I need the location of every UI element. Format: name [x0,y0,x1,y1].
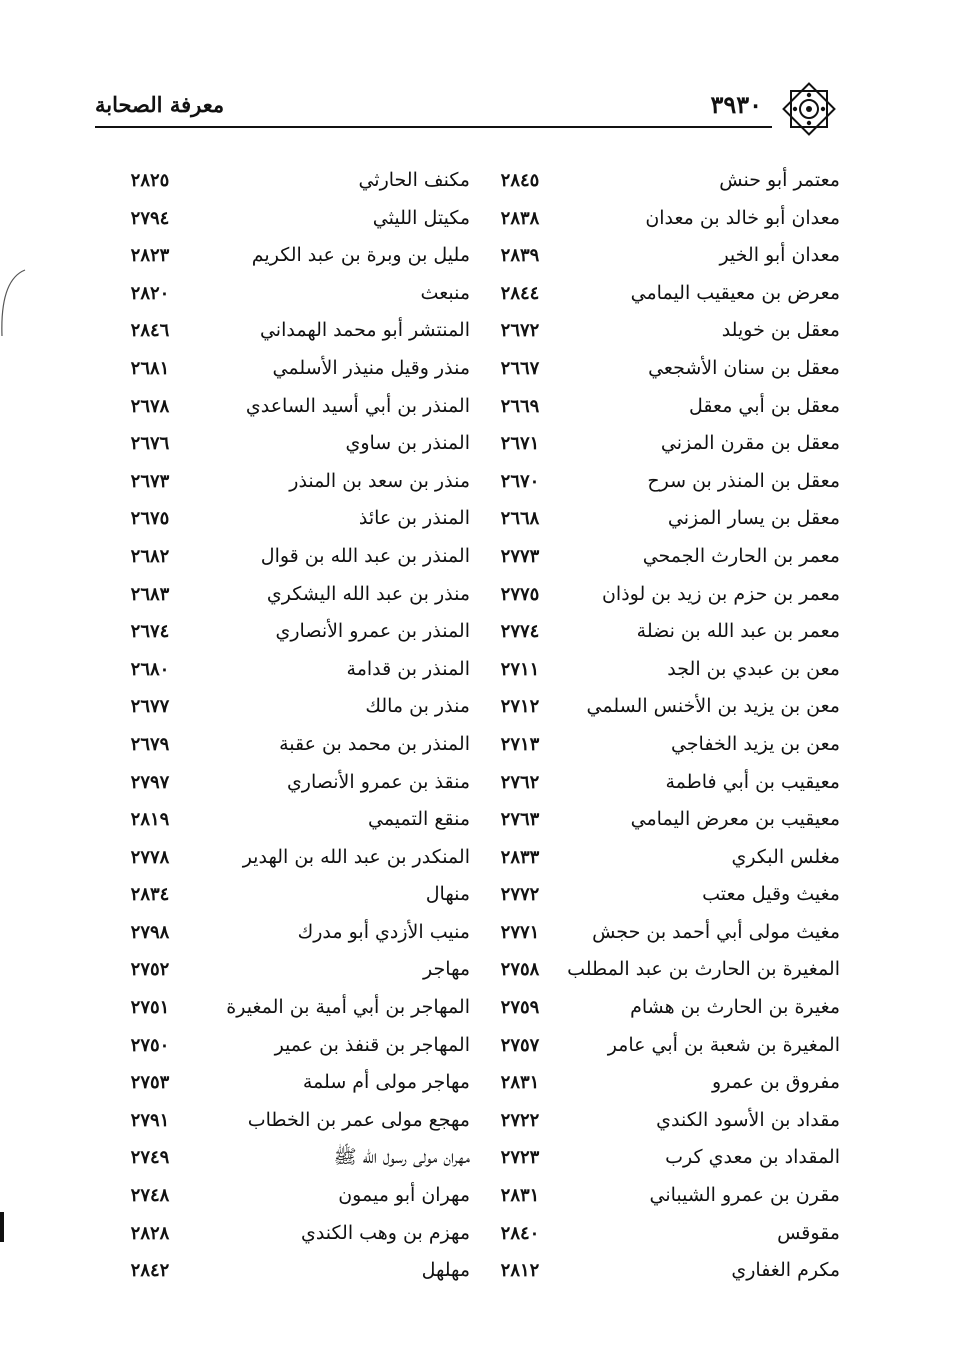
entry-name: منذر بن سعد بن المنذر [289,469,470,492]
entry-name: مهزم بن وهب الكندي [300,1221,470,1244]
margin-arc-mark [0,268,30,338]
margin-edge-mark [0,1212,4,1242]
entry-name: مكنف الحارثي [358,169,470,191]
index-row [95,1215,840,1253]
entry-number: ٢٨٢٥ [130,170,170,191]
index-row [95,1102,840,1140]
entry-name: معن بن يزيد الخفاجي [670,732,840,755]
entry-name: مكرم الغفاري [731,1259,840,1282]
index-row [95,200,840,238]
entry-name: معقل بن أبي معقل [689,394,840,417]
entry-name: مهاجر مولى أم سلمة [302,1071,470,1094]
index-row [95,388,840,426]
index-row [95,162,840,200]
index-row [95,1252,840,1290]
index-row [95,463,840,501]
entry-name: معدان أبو خالد بن معدان [645,206,840,229]
entry-name: معمر بن عبد الله بن نضلة [636,620,840,643]
entry-number: ٢٧٩٨ [130,921,170,943]
index-row [95,839,840,877]
index-row [95,275,840,313]
entry-number: ٢٦٧٧ [130,696,170,718]
entry-name: معقل بن سنان الأشجعي [648,356,840,379]
entry-name: مهران مولى رسول الله ﷺ [333,1146,470,1169]
entry-number: ٢٧٧٢ [500,884,540,906]
entry-name: معيقيب بن معرض اليمامي [630,808,840,831]
index-row [95,688,840,726]
entry-name: مقوقس [777,1221,840,1244]
entry-number: ٢٧٥٩ [500,997,540,1019]
index-row [95,425,840,463]
entry-name: المهاجر بن قنفذ بن عمير [274,1033,470,1056]
entry-number: ٢٦٧١ [500,433,540,455]
book-title: معرفة الصحابة [95,92,225,117]
index-row [95,764,840,802]
index-row [95,726,840,764]
index-row [95,1177,840,1215]
index-row [95,651,840,689]
entry-number: ٢٧٤٩ [130,1147,170,1169]
entry-number: ٢٦٨٠ [130,658,170,680]
entry-name: منذر بن عبد الله اليشكري [266,582,470,605]
entry-name: معمر بن الحارث الجمحي [642,544,840,567]
entry-number: ٢٧٦٢ [500,771,540,793]
entry-number: ٢٧٧٥ [500,583,540,605]
entry-name: منبعث [420,281,470,304]
entry-name: معمر بن حزم بن زيد بن لوذان [601,582,840,605]
entry-name: المقداد بن معدي كرب [665,1146,840,1169]
entry-name: مهران أبو ميمون [338,1184,470,1207]
entry-name: المغيرة بن شعبة بن أبي عامر [607,1033,840,1056]
entry-number: ٢٨١٢ [500,1260,540,1282]
entry-name: المنذر بن عمرو الأنصاري [275,620,470,643]
entry-number: ٢٨٣٨ [500,207,540,229]
entry-number: ٢٧٩٤ [130,207,170,229]
entry-number: ٢٧٦٣ [500,809,540,831]
entry-number: ٢٨٣٣ [500,846,540,868]
entry-number: ٢٦٦٧ [500,357,540,379]
entry-name: منذر بن مالك [365,695,470,718]
entry-number: ٢٦٧٢ [500,320,540,342]
entry-name: منيب الأزدي أبو مدرك [297,920,470,943]
entry-number: ٢٨٢٠ [130,282,170,304]
index-row [95,538,840,576]
entry-name: مغيث مولى أبي أحمد بن حجش [592,920,840,943]
entry-name: مغيرة بن الحارث بن هشام [630,996,840,1019]
entry-number: ٢٧١٣ [500,733,540,755]
entry-number: ٢٨٤٦ [130,320,170,342]
entry-name: مهجع مولى عمر بن الخطاب [247,1108,470,1131]
entry-name: مهلهل [421,1259,470,1282]
entry-number: ٢٦٧٤ [130,621,170,643]
entry-name: معيقيب بن أبي فاطمة [665,770,840,793]
entry-name: مكيتل الليثي [372,206,470,229]
entry-number: ٢٧١٢ [500,696,540,718]
index-row [95,914,840,952]
entry-number: ٢٧٢٢ [500,1109,540,1131]
entry-number: ٢٨٤٤ [500,282,540,304]
entry-name: المنذر بن محمد بن عقبة [279,732,470,755]
entry-name: المغيرة بن الحارث بن عبد المطلب [567,958,840,981]
entry-number: ٢٦٨٣ [130,583,170,605]
entry-name: المنذر بن عائذ [358,507,470,530]
entry-number: ٢٨٣١ [500,1072,540,1094]
entry-name: منقذ بن عمرو الأنصاري [286,770,470,793]
entry-number: ٢٨٣٩ [500,245,540,267]
entry-name: المنذر بن قدامة [346,657,470,680]
index-row [95,989,840,1027]
entry-number: ٢٧٥٨ [500,959,540,981]
index-row [95,951,840,989]
entry-number: ٢٧٧١ [500,921,540,943]
entry-name: المنذر بن عبد الله بن قوال [260,544,470,567]
entry-name: المنكدر بن عبد الله بن الهدير [242,845,470,868]
entry-number: ٢٨٤٥ [500,170,540,191]
entry-name: معن بن عبدي بن الجد [667,657,840,680]
entry-name: معقل بن يسار المزني [667,507,840,530]
index-row [95,613,840,651]
entry-name: مغيث وقيل معتب [702,883,840,906]
page-number: ٣٩٣٠ [710,90,762,119]
entry-name: المنذر بن ساوي [345,432,470,455]
entry-number: ٢٦٧٨ [130,395,170,417]
entry-number: ٢٦٧٩ [130,733,170,755]
index-row [95,576,840,614]
entry-name: معن بن يزيد بن الأخنس السلمي [586,695,840,718]
entry-number: ٢٦٦٩ [500,395,540,417]
entry-number: ٢٦٨٢ [130,545,170,567]
entry-number: ٢٦٦٨ [500,508,540,530]
index-table [95,162,840,1290]
entry-name: مفروق بن عمرو [712,1071,840,1094]
index-row [95,500,840,538]
entry-number: ٢٨٢٣ [130,245,170,267]
entry-number: ٢٨٣١ [500,1185,540,1207]
index-row [95,1064,840,1102]
entry-name: مقداد بن الأسود الكندي [656,1108,840,1131]
entry-number: ٢٨٣٤ [130,884,170,906]
entry-name: منهال [425,883,470,906]
entry-number: ٢٧٥٠ [130,1034,170,1056]
entry-name: مليل بن وبرة بن عبد الكريم [251,244,470,267]
entry-number: ٢٧٥١ [130,997,170,1019]
entry-name: معقل بن مقرن المزني [660,432,840,455]
entry-number: ٢٧٥٣ [130,1072,170,1094]
entry-name: المنذر بن أبي أسيد الساعدي [245,394,470,417]
entry-number: ٢٧٤٨ [130,1185,170,1207]
index-row [95,350,840,388]
entry-number: ٢٧٧٨ [130,846,170,868]
entry-number: ٢٨١٩ [130,809,170,831]
entry-name: المنتشر أبو محمد الهمداني [259,319,470,342]
entry-name: منذر وقيل منيذر الأسلمي [272,356,470,379]
entry-name: مقرن بن عمرو الشيباني [649,1184,840,1207]
entry-number: ٢٨٤٠ [500,1222,540,1244]
entry-name: منقع التميمي [367,808,470,831]
header-rule [95,126,772,128]
entry-name: مغلس البكري [731,845,840,868]
entry-number: ٢٧٩١ [130,1109,170,1131]
entry-number: ٢٧١١ [500,658,540,680]
page-header [95,88,840,128]
index-row [95,801,840,839]
entry-number: ٢٦٧٥ [130,508,170,530]
entry-name: معرض بن معيقيب اليمامي [630,281,840,304]
entry-number: ٢٦٧٦ [130,433,170,455]
index-row [95,876,840,914]
entry-number: ٢٧٧٣ [500,545,540,567]
entry-name: معدان أبو الخير [719,244,840,267]
entry-name: معتمر أبو حنش [719,169,840,191]
entry-name: مهاجر [423,958,470,981]
entry-number: ٢٨٢٨ [130,1222,170,1244]
entry-number: ٢٧٥٢ [130,959,170,981]
entry-number: ٢٦٨١ [130,357,170,379]
index-row [95,1139,840,1177]
entry-number: ٢٧٧٤ [500,621,540,643]
entry-number: ٢٧٥٧ [500,1034,540,1056]
entry-name: معقل بن خويلد [721,319,840,342]
index-row [95,237,840,275]
entry-name: المهاجر بن أبي أمية بن المغيرة [226,996,470,1019]
entry-number: ٢٦٧٠ [500,470,540,492]
star-ornament-icon [778,78,840,140]
entry-number: ٢٨٤٢ [130,1260,170,1282]
index-row [95,312,840,350]
entry-number: ٢٧٩٧ [130,771,170,793]
entry-number: ٢٦٧٣ [130,470,170,492]
entry-number: ٢٧٢٣ [500,1147,540,1169]
index-row [95,1027,840,1065]
entry-name: معقل بن المنذر بن سرح [647,469,840,492]
